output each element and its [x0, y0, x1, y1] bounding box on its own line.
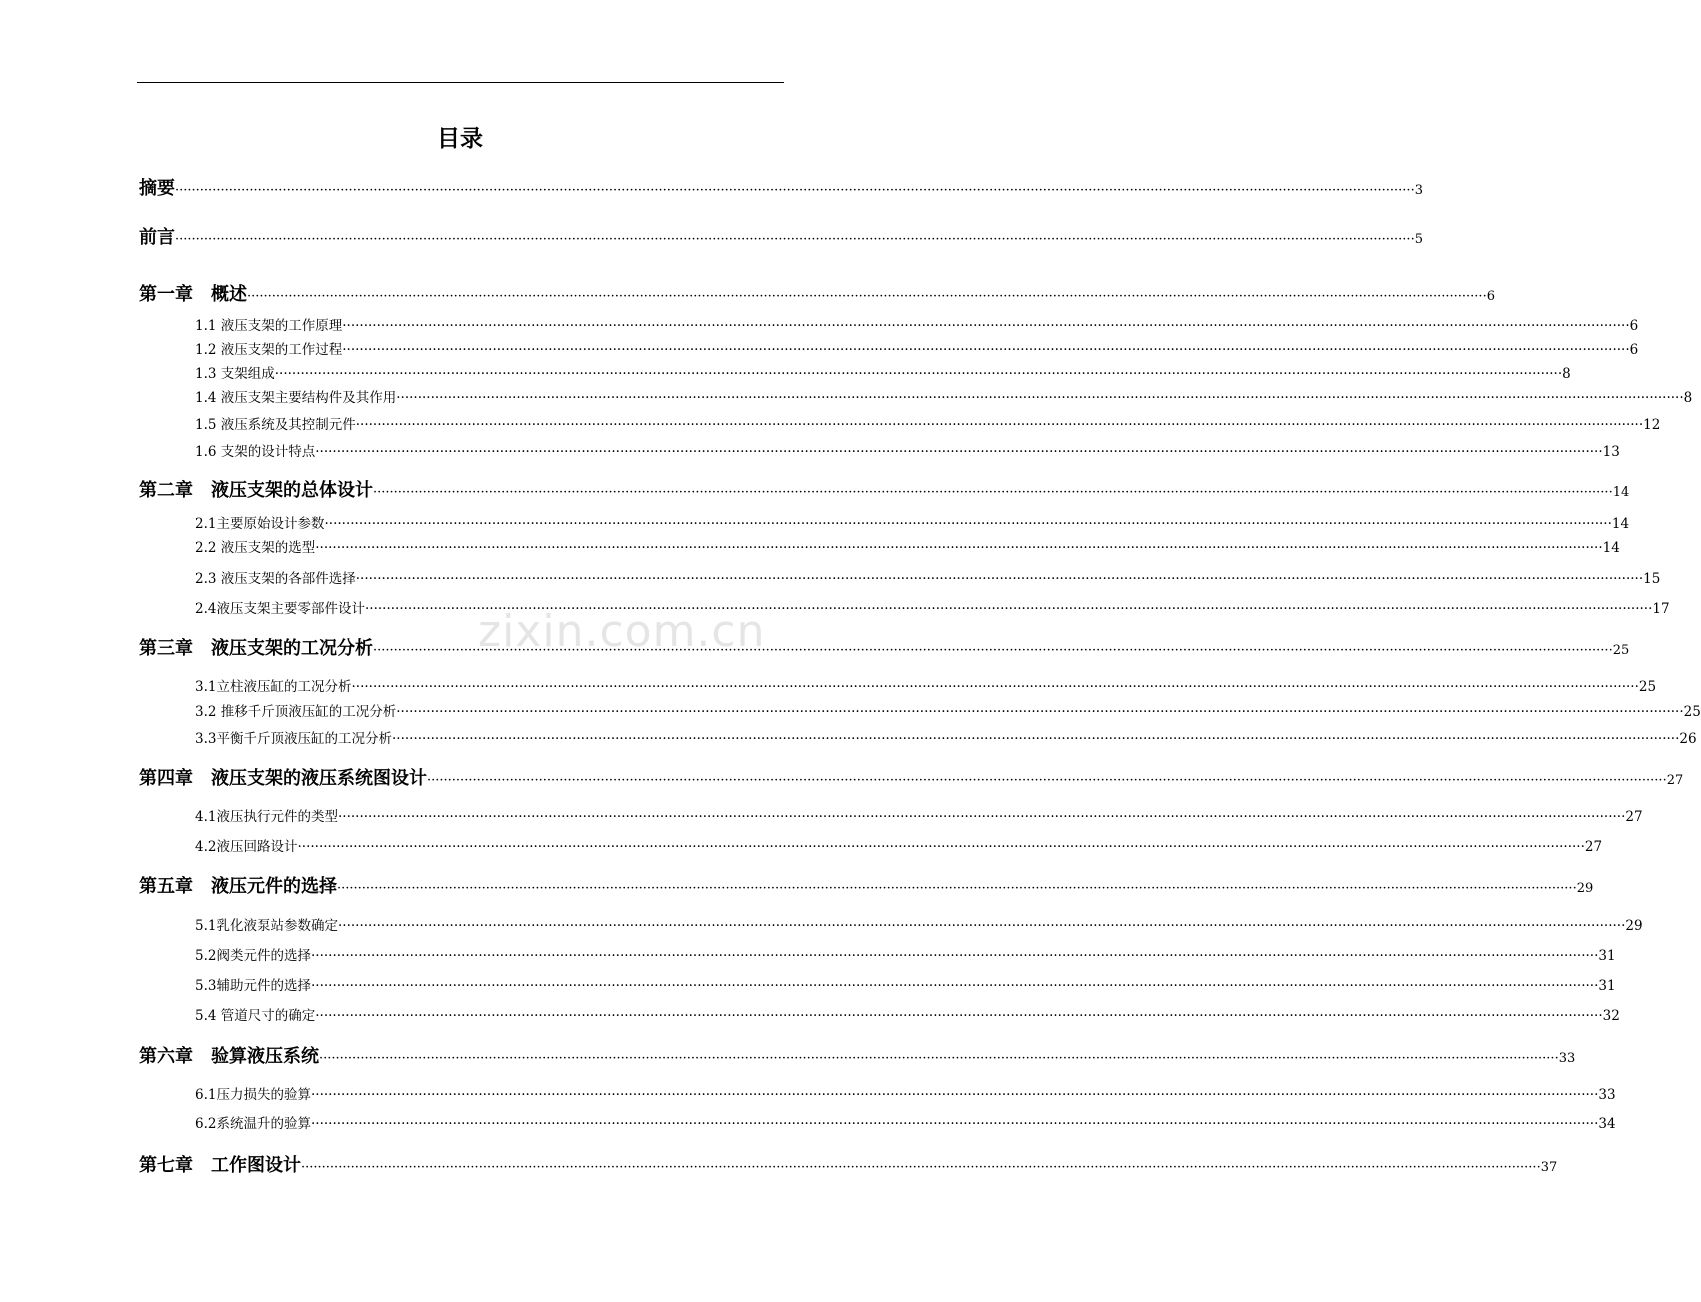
toc-leader-dots: ············································································································································································································································································································ — [315, 444, 1603, 460]
toc-entry-label: 5.4 管道尺寸的确定 — [195, 1008, 316, 1024]
toc-section-entry[interactable] — [195, 835, 1603, 855]
toc-entry-label: 摘要 — [139, 178, 175, 199]
toc-entry-label: 第一章 概述 — [139, 284, 247, 305]
toc-leader-dots: ············································································································································································································································································································ — [396, 390, 1684, 406]
toc-page-number: 6 — [1629, 342, 1639, 358]
toc-entry-label: 5.1乳化液泵站参数确定 — [195, 918, 338, 934]
toc-entry-label: 前言 — [139, 227, 175, 248]
toc-page-number: 13 — [1602, 444, 1620, 460]
toc-page-number: 6 — [1629, 318, 1639, 334]
toc-entry-label: 第四章 液压支架的液压系统图设计 — [139, 768, 427, 789]
toc-entry-label: 第二章 液压支架的总体设计 — [139, 480, 373, 501]
toc-leader-dots: ············································································································································································································································································································ — [297, 839, 1585, 855]
toc-page-number: 26 — [1679, 731, 1697, 747]
toc-section-entry[interactable] — [195, 1083, 1616, 1103]
toc-page-number: 27 — [1625, 809, 1643, 825]
toc-page-number: 6 — [1486, 289, 1495, 304]
toc-page-number: 33 — [1558, 1051, 1576, 1066]
toc-page-number: 34 — [1598, 1116, 1616, 1132]
toc-leader-dots: ············································································································································································································································································································ — [337, 918, 1626, 934]
toc-page-number: 17 — [1652, 601, 1670, 617]
toc-entry-label: 1.3 支架组成 — [195, 366, 275, 382]
toc-page-number: 15 — [1643, 571, 1661, 587]
toc-leader-dots: ············································································································································································································································································································ — [310, 1087, 1599, 1103]
toc-entry-label: 2.4液压支架主要零部件设计 — [195, 601, 365, 617]
toc-entry-label: 3.3平衡千斤顶液压缸的工况分析 — [195, 731, 392, 747]
toc-page-number: 29 — [1576, 881, 1594, 896]
toc-leader-dots: ············································································································································································································································································································ — [355, 417, 1644, 433]
toc-page-number: 31 — [1598, 978, 1616, 994]
toc-entry-label: 1.5 液压系统及其控制元件 — [195, 417, 356, 433]
toc-section-entry[interactable] — [195, 386, 1693, 406]
toc-section-entry[interactable] — [195, 314, 1639, 334]
toc-leader-dots: ············································································································································································································································································································ — [310, 1116, 1599, 1132]
toc-page-number: 8 — [1683, 390, 1693, 406]
toc-entry-label: 2.1主要原始设计参数 — [195, 516, 325, 532]
toc-entry-label: 2.3 液压支架的各部件选择 — [195, 571, 356, 587]
toc-chapter-entry[interactable] — [139, 476, 1630, 502]
toc-chapter-entry[interactable] — [139, 1151, 1558, 1177]
toc-section-entry[interactable] — [195, 536, 1620, 556]
toc-leader-dots: ············································································································································································································································································································ — [351, 679, 1639, 695]
toc-entry-label: 3.2 推移千斤顶液压缸的工况分析 — [195, 704, 397, 720]
toc-page-number: 5 — [1414, 232, 1423, 247]
toc-leader-dots: ············································································································································································································································································································ — [315, 1008, 1603, 1024]
toc-leader-dots: ············································································································································································································································································································ — [364, 601, 1653, 617]
toc-leader-dots: ············································································································································································································································································································ — [337, 809, 1626, 825]
toc-page-number: 12 — [1643, 417, 1661, 433]
toc-entry-label: 第七章 工作图设计 — [139, 1155, 301, 1176]
toc-section-entry[interactable] — [195, 413, 1661, 433]
toc-leader-dots: ············································································································································································································································································································ — [337, 881, 1577, 896]
toc-entry-label: 5.3辅助元件的选择 — [195, 978, 311, 994]
toc-entry-label: 1.4 液压支架主要结构件及其作用 — [195, 390, 397, 406]
toc-page-number: 14 — [1612, 485, 1630, 500]
toc-entry-label: 1.6 支架的设计特点 — [195, 444, 316, 460]
toc-leader-dots: ············································································································································································································································································································ — [373, 485, 1613, 500]
toc-leader-dots: ············································································································································································································································································································ — [342, 318, 1630, 334]
toc-section-entry[interactable] — [195, 567, 1661, 587]
toc-chapter-entry[interactable] — [139, 174, 1423, 200]
toc-page-number: 29 — [1625, 918, 1643, 934]
toc-page-number: 27 — [1584, 839, 1603, 855]
toc-section-entry[interactable] — [195, 338, 1639, 358]
toc-entry-label: 5.2阀类元件的选择 — [195, 948, 311, 964]
toc-entry-label: 4.2液压回路设计 — [195, 839, 298, 855]
toc-section-entry[interactable] — [195, 1004, 1620, 1024]
toc-section-entry[interactable] — [195, 805, 1643, 825]
toc-section-entry[interactable] — [195, 362, 1571, 382]
toc-leader-dots: ············································································································································································································································································································ — [247, 289, 1487, 304]
toc-section-entry[interactable] — [195, 675, 1657, 695]
toc-leader-dots: ············································································································································································································································································································ — [342, 342, 1630, 358]
toc-entry-label: 第六章 验算液压系统 — [139, 1046, 319, 1067]
toc-page-number: 31 — [1598, 948, 1616, 964]
toc-leader-dots: ············································································································································································································································································································ — [355, 571, 1644, 587]
toc-page-number: 3 — [1414, 183, 1423, 198]
toc-section-entry[interactable] — [195, 512, 1630, 532]
toc-entry-label: 6.2系统温升的验算 — [195, 1116, 311, 1132]
toc-section-entry[interactable] — [195, 944, 1616, 964]
toc-chapter-entry[interactable] — [139, 280, 1495, 306]
toc-leader-dots: ············································································································································································································································································································ — [175, 183, 1415, 198]
toc-entry-label: 第三章 液压支架的工况分析 — [139, 638, 373, 659]
watermark: zixin.com.cn — [478, 606, 766, 657]
toc-page-number: 27 — [1666, 773, 1684, 788]
toc-leader-dots: ············································································································································································································································································································ — [274, 366, 1563, 382]
toc-page-number: 25 — [1638, 679, 1657, 695]
toc-entry-label: 1.2 液压支架的工作过程 — [195, 342, 343, 358]
toc-leader-dots: ············································································································································································································································································································ — [319, 1051, 1559, 1066]
toc-section-entry[interactable] — [195, 700, 1701, 720]
toc-leader-dots: ············································································································································································································································································································ — [396, 704, 1684, 720]
toc-section-entry[interactable] — [195, 440, 1620, 460]
toc-section-entry[interactable] — [195, 1112, 1616, 1132]
toc-section-entry[interactable] — [195, 914, 1643, 934]
toc-section-entry[interactable] — [195, 727, 1697, 747]
toc-leader-dots: ············································································································································································································································································································ — [310, 978, 1599, 994]
toc-page-number: 33 — [1598, 1087, 1616, 1103]
toc-leader-dots: ············································································································································································································································································································ — [373, 643, 1613, 658]
toc-page-number: 8 — [1562, 366, 1571, 382]
toc-leader-dots: ············································································································································································································································································································ — [175, 232, 1415, 247]
toc-chapter-entry[interactable] — [139, 764, 1684, 790]
toc-entry-label: 6.1压力损失的验算 — [195, 1087, 311, 1103]
toc-chapter-entry[interactable] — [139, 1042, 1576, 1068]
toc-leader-dots: ············································································································································································································································································································ — [301, 1160, 1541, 1175]
toc-section-entry[interactable] — [195, 974, 1616, 994]
toc-leader-dots: ············································································································································································································································································································ — [315, 540, 1603, 556]
toc-entry-label: 2.2 液压支架的选型 — [195, 540, 316, 556]
page-title: 目录 — [437, 126, 483, 152]
toc-leader-dots: ············································································································································································································································································································ — [310, 948, 1599, 964]
toc-page-number: 37 — [1540, 1160, 1558, 1175]
toc-page-number: 32 — [1602, 1008, 1620, 1024]
toc-entry-label: 3.1立柱液压缸的工况分析 — [195, 679, 352, 695]
toc-entry-label: 第五章 液压元件的选择 — [139, 876, 337, 897]
toc-chapter-entry[interactable] — [139, 223, 1423, 249]
toc-page-number: 14 — [1602, 540, 1620, 556]
toc-page-number: 25 — [1612, 643, 1630, 658]
toc-page-number: 25 — [1683, 704, 1701, 720]
toc-page-number: 14 — [1611, 516, 1630, 532]
toc-entry-label: 4.1液压执行元件的类型 — [195, 809, 338, 825]
toc-leader-dots: ············································································································································································································································································································ — [324, 516, 1612, 532]
toc-entry-label: 1.1 液压支架的工作原理 — [195, 318, 343, 334]
toc-leader-dots: ············································································································································································································································································································ — [427, 773, 1667, 788]
toc-leader-dots: ············································································································································································································································································································ — [391, 731, 1680, 747]
toc-chapter-entry[interactable] — [139, 872, 1594, 898]
